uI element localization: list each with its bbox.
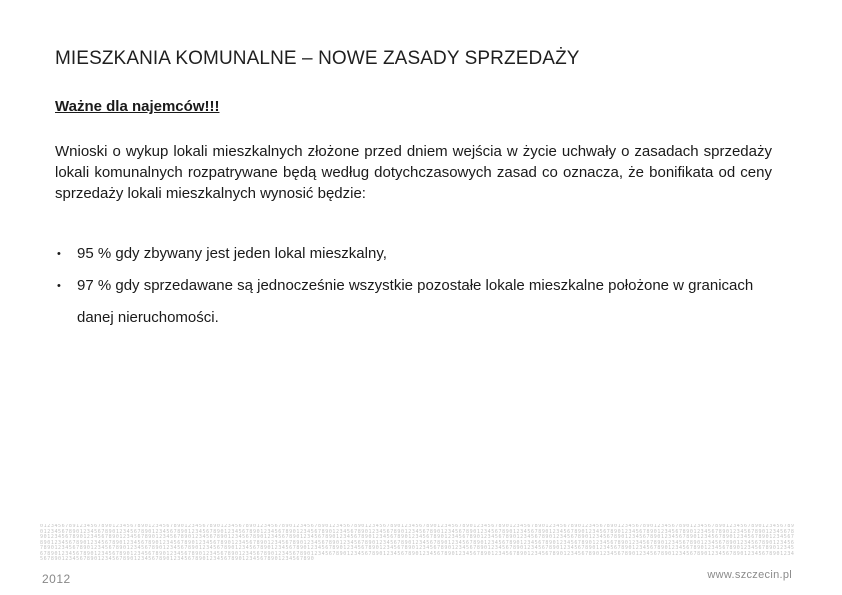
body-paragraph: Wnioski o wykup lokali mieszkalnych złożone przed dniem wejścia w życie uchwały o zasadach sprzedaży lokali komunalnych rozpatrywane będą według dotychczasowych zasad co oznacza, że bonifikata od ceny sprzedaży lokali mieszkalnych wynosić będzie: — [55, 143, 772, 202]
footer-url: www.szczecin.pl — [707, 569, 792, 581]
bullet-symbol: • — [57, 280, 61, 292]
bullet-item-95 — [55, 238, 775, 270]
bullet-symbol: • — [57, 248, 61, 260]
footer-year: 2012 — [42, 572, 71, 586]
bullet-list — [55, 238, 775, 334]
slide-title: MIESZKANIA KOMUNALNE – NOWE ZASADY SPRZEDAŻY — [55, 48, 580, 69]
bullet-item-97 — [55, 270, 775, 334]
bullet-text: 95 % gdy zbywany jest jeden lokal mieszkalny, — [77, 245, 387, 262]
bullet-text: 97 % gdy sprzedawane są jednocześnie wszystkie pozostałe lokale mieszkalne położone w granicach danej nieruchomości. — [77, 277, 754, 326]
decorative-number-strip: 0123456789123456789012345678901234567890123456789012345678901234567890123456789012345678901234567890123456789012345678901234567890123456789012345678901234567890123456789012345678901234567890123456789012345678901234567890123456789012345678901234567890123456789012345678901234567890123456789012345678901234567890123456789012345678901234567890123456789012345678901234567890123456789012345678901234567890123456789012345678901234567890123456789012345678901234567890123456789012345678901234567890123456789012345678901234567890123456789012345678901234567890123456789012345678901234567890123456789012345678901234567890123456789012345678901234567890123456789012345678901234567890123456789012345678901234567890123456789012345678901234567890123456789012345678901234567890123456789012345678901234567890123456789012345678901234567890123456789012345678901234567890123456789012345678901234567890123456789012345678901234567890123456789012345678901234567890123456789012345678901234567890123456789012345678901234567890123456789012345678901234567890123456789012345678901234567890123456789012345678901234567890123456789012345678901234567890123456789012345678901234567890123456789012345678901234567890123456789012345678901234567890123456789012345678901234567890123456789012345678901234567890123456789012345678901234567890123456789012345678901234567890 — [40, 524, 795, 562]
slide-subtitle: Ważne dla najemców!!! — [55, 98, 220, 115]
